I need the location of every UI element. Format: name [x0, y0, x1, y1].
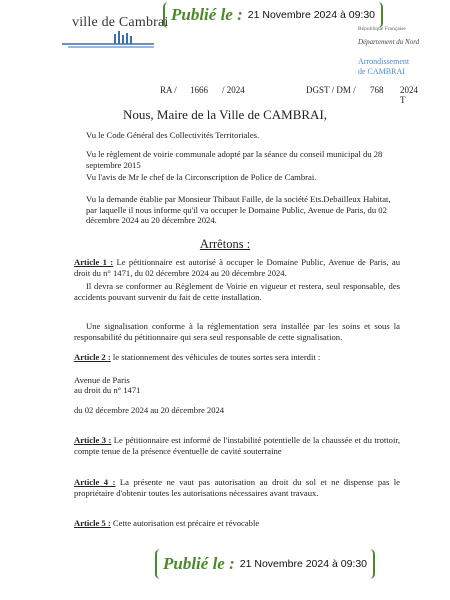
- signalisation-paragraph: Une signalisation conforme à la réglementation sera installée par les soins et sous la responsabilité du pétitionnaire qui sera seul responsable de cette signalisation.: [74, 321, 400, 342]
- article-2-address-2: au droit du n° 1471: [74, 385, 141, 395]
- vu-police: Vu l'avis de Mr le chef de la Circonscription de Police de Cambrai.: [86, 172, 317, 182]
- vu-demande: Vu la demande établie par Monsieur Thibaut Faille, de la société Ets.Debailleux Habitat, par laquelle il nous informe qu'il va occuper le Domaine Public, Avenue de Paris, du 02 décembre 2024 au 20 décembre 2024.: [86, 194, 391, 226]
- article-2-dates: du 02 décembre 2024 au 20 décembre 2024: [74, 405, 225, 415]
- city-logo-text: ville de Cambrai: [72, 15, 169, 30]
- department-text: Département du Nord: [358, 38, 420, 46]
- article-2: Article 2 : le stationnement des véhicules de toutes sortes sera interdit :: [74, 352, 321, 362]
- published-label: Publié le :: [163, 554, 235, 573]
- vu-reglement: Vu le règlement de voirie communale adopté par la séance du conseil municipal du 28 septembre 2015: [86, 149, 383, 170]
- article-1-label: Article 1 :: [74, 257, 114, 267]
- article-1-extra: Il devra se conformer au Règlement de Voirie en vigueur et restera, seul responsable, des accidents pouvant survenir du fait de cette installation.: [74, 281, 400, 302]
- article-5-label: Article 5 :: [74, 518, 111, 528]
- published-stamp-top: [163, 2, 383, 28]
- article-4-label: Article 4 :: [74, 477, 116, 487]
- published-date: 21 Novembre 2024 à 09:30: [239, 558, 368, 570]
- city-logo-icon: [62, 30, 162, 50]
- article-3: Article 3 : Le pétitionnaire est informé de l'instabilité potentielle de la chaussée et du trottoir, compte tenue de la présence éventuelle de cavité souterraine: [74, 435, 400, 456]
- article-4: Article 4 : La présente ne vaut pas autorisation au droit du sol et ne dispense pas le propriétaire d'obtenir toutes les autorisations nécessaires avant travaux.: [74, 477, 400, 498]
- article-2-label: Article 2 :: [74, 352, 111, 362]
- article-3-label: Article 3 :: [74, 435, 112, 445]
- article-5: Article 5 : Cette autorisation est précaire et révocable: [74, 518, 260, 528]
- vu-code: Vu le Code Général des Collectivités Territoriales.: [86, 130, 260, 140]
- article-2-address-1: Avenue de Paris: [74, 375, 130, 385]
- reference-line: RA / 1666 / 2024 DGST / DM / 768 2024 T: [160, 85, 418, 105]
- published-stamp-bottom: [155, 549, 375, 579]
- published-date: 21 Novembre 2024 à 09:30: [247, 9, 376, 21]
- arretons-heading: Arrêtons :: [199, 237, 251, 251]
- republic-text: République Française: [358, 26, 406, 32]
- published-label: Publié le :: [171, 5, 243, 24]
- page-title: Nous, Maire de la Ville de CAMBRAI,: [122, 107, 328, 122]
- article-1: Article 1 : Le pétitionnaire est autorisé à occuper le Domaine Public, Avenue de Paris, au droit du n° 1471, du 02 décembre 2024 au 20 décembre 2024.: [74, 257, 400, 278]
- arrondissement-text: Arrondissement de CAMBRAI: [358, 57, 410, 76]
